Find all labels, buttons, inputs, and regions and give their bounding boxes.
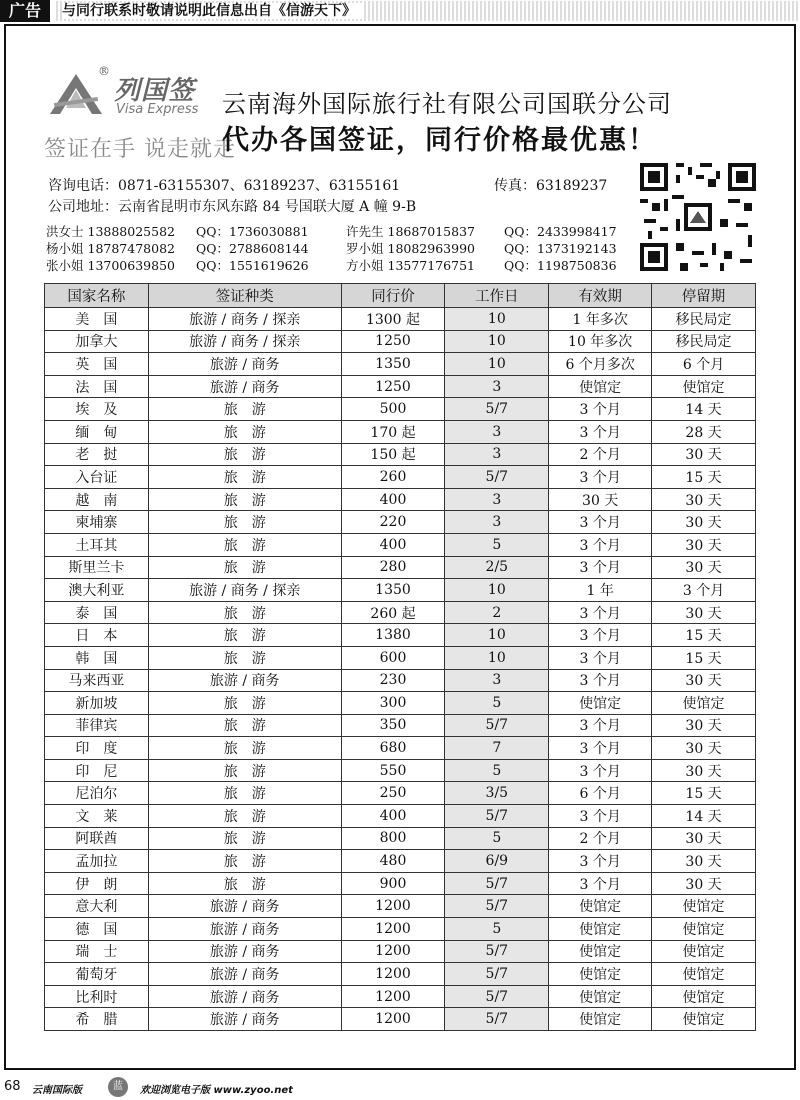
edition-badge: 蓝 <box>108 1077 128 1097</box>
country-cell: 孟加拉 <box>45 850 149 873</box>
country-cell: 意大利 <box>45 895 149 918</box>
country-cell: 瑞 士 <box>45 940 149 963</box>
price-cell: 170 起 <box>341 420 445 443</box>
price-cell: 1200 <box>341 985 445 1008</box>
price-cell: 680 <box>341 737 445 760</box>
col-workdays-header: 工作日 <box>445 284 549 308</box>
country-cell: 比利时 <box>45 985 149 1008</box>
stay-cell: 移民局定 <box>652 308 756 331</box>
visa-type-cell: 旅游 / 商务 / 探亲 <box>148 330 341 353</box>
stay-cell: 30 天 <box>652 511 756 534</box>
visa-type-cell: 旅游 / 商务 <box>148 1008 341 1031</box>
stay-cell: 30 天 <box>652 759 756 782</box>
page-footer <box>0 1076 800 1100</box>
stay-cell: 使馆定 <box>652 1008 756 1031</box>
table-row <box>45 466 756 489</box>
table-row <box>45 443 756 466</box>
country-cell: 希 腊 <box>45 1008 149 1031</box>
country-cell: 泰 国 <box>45 601 149 624</box>
price-cell: 1350 <box>341 353 445 376</box>
table-row <box>45 420 756 443</box>
col-stay-header: 停留期 <box>652 284 756 308</box>
workdays-cell: 5 <box>445 759 549 782</box>
visa-type-cell: 旅游 / 商务 <box>148 963 341 986</box>
brand-slogan: 签证在手 说走就走 <box>44 137 236 162</box>
workdays-cell: 5 <box>445 918 549 941</box>
stay-cell: 30 天 <box>652 601 756 624</box>
table-row <box>45 579 756 602</box>
source-note: 与同行联系时敬请说明此信息出自《信游天下》 <box>56 1 800 21</box>
workdays-cell: 3 <box>445 375 549 398</box>
stay-cell: 14 天 <box>652 805 756 828</box>
table-row <box>45 330 756 353</box>
stay-cell: 使馆定 <box>652 375 756 398</box>
country-cell: 埃 及 <box>45 398 149 421</box>
visa-type-cell: 旅 游 <box>148 737 341 760</box>
visa-type-cell: 旅 游 <box>148 398 341 421</box>
workdays-cell: 5 <box>445 827 549 850</box>
table-row <box>45 963 756 986</box>
country-cell: 尼泊尔 <box>45 782 149 805</box>
price-cell: 1200 <box>341 1008 445 1031</box>
price-cell: 260 起 <box>341 601 445 624</box>
country-cell: 伊 朗 <box>45 872 149 895</box>
table-row <box>45 918 756 941</box>
stay-cell: 15 天 <box>652 466 756 489</box>
validity-cell: 1 年 <box>549 579 652 602</box>
validity-cell: 6 个月 <box>549 782 652 805</box>
workdays-cell: 5/7 <box>445 805 549 828</box>
price-cell: 230 <box>341 669 445 692</box>
validity-cell: 使馆定 <box>549 985 652 1008</box>
table-row <box>45 488 756 511</box>
validity-cell: 使馆定 <box>549 1008 652 1031</box>
price-cell: 280 <box>341 556 445 579</box>
table-row <box>45 398 756 421</box>
validity-cell: 3 个月 <box>549 759 652 782</box>
validity-cell: 使馆定 <box>549 918 652 941</box>
price-cell: 250 <box>341 782 445 805</box>
phone-line <box>48 177 400 195</box>
country-cell: 德 国 <box>45 918 149 941</box>
col-validity-header: 有效期 <box>549 284 652 308</box>
price-cell: 1250 <box>341 375 445 398</box>
validity-cell: 1 年多次 <box>549 308 652 331</box>
table-header-row <box>45 284 756 308</box>
phone-numbers: 0871-63155307、63189237、63155161 <box>118 178 401 194</box>
table-row <box>45 737 756 760</box>
validity-cell: 3 个月 <box>549 737 652 760</box>
visa-type-cell: 旅 游 <box>148 533 341 556</box>
visa-type-cell: 旅 游 <box>148 420 341 443</box>
price-cell: 220 <box>341 511 445 534</box>
address-label: 公司地址： <box>48 199 118 215</box>
stay-cell: 30 天 <box>652 737 756 760</box>
country-cell: 阿联酋 <box>45 827 149 850</box>
fax-line <box>494 177 607 195</box>
table-row <box>45 556 756 579</box>
table-row <box>45 895 756 918</box>
registered-mark: ® <box>98 64 110 78</box>
price-cell: 260 <box>341 466 445 489</box>
workdays-cell: 10 <box>445 624 549 647</box>
table-row <box>45 533 756 556</box>
price-cell: 150 起 <box>341 443 445 466</box>
workdays-cell: 5 <box>445 692 549 715</box>
stay-cell: 使馆定 <box>652 985 756 1008</box>
stay-cell: 移民局定 <box>652 330 756 353</box>
stay-cell: 15 天 <box>652 624 756 647</box>
table-row <box>45 624 756 647</box>
visa-type-cell: 旅 游 <box>148 714 341 737</box>
stay-cell: 15 天 <box>652 646 756 669</box>
price-cell: 480 <box>341 850 445 873</box>
workdays-cell: 5/7 <box>445 895 549 918</box>
validity-cell: 3 个月 <box>549 601 652 624</box>
footer-website: 欢迎浏览电子版 www.zyoo.net <box>140 1085 293 1096</box>
country-cell: 文 莱 <box>45 805 149 828</box>
table-row <box>45 692 756 715</box>
company-name: 云南海外国际旅行社有限公司国联分公司 <box>222 90 672 118</box>
validity-cell: 使馆定 <box>549 692 652 715</box>
workdays-cell: 5/7 <box>445 940 549 963</box>
price-cell: 400 <box>341 533 445 556</box>
price-cell: 1250 <box>341 330 445 353</box>
visa-type-cell: 旅 游 <box>148 827 341 850</box>
country-cell: 入台证 <box>45 466 149 489</box>
brand-name-cn: 列国签 <box>114 76 196 106</box>
price-cell: 800 <box>341 827 445 850</box>
validity-cell: 3 个月 <box>549 420 652 443</box>
table-row <box>45 872 756 895</box>
validity-cell: 30 天 <box>549 488 652 511</box>
visa-type-cell: 旅 游 <box>148 782 341 805</box>
country-cell: 韩 国 <box>45 646 149 669</box>
workdays-cell: 10 <box>445 353 549 376</box>
validity-cell: 3 个月 <box>549 714 652 737</box>
workdays-cell: 10 <box>445 308 549 331</box>
validity-cell: 2 个月 <box>549 443 652 466</box>
stay-cell: 30 天 <box>652 714 756 737</box>
workdays-cell: 3/5 <box>445 782 549 805</box>
staff-row: 洪女士 13888025582 QQ：1736030881 许先生 18687015837 QQ：2433998417 <box>46 224 617 239</box>
validity-cell: 使馆定 <box>549 940 652 963</box>
country-cell: 印 度 <box>45 737 149 760</box>
table-row <box>45 669 756 692</box>
stay-cell: 6 个月 <box>652 353 756 376</box>
visa-type-cell: 旅 游 <box>148 692 341 715</box>
table-row <box>45 850 756 873</box>
country-cell: 菲律宾 <box>45 714 149 737</box>
country-cell: 英 国 <box>45 353 149 376</box>
validity-cell: 3 个月 <box>549 624 652 647</box>
country-cell: 斯里兰卡 <box>45 556 149 579</box>
validity-cell: 3 个月 <box>549 646 652 669</box>
validity-cell: 3 个月 <box>549 669 652 692</box>
fax-label: 传真： <box>494 178 536 194</box>
workdays-cell: 3 <box>445 669 549 692</box>
table-row <box>45 759 756 782</box>
page-number: 68 <box>4 1079 21 1094</box>
qr-code-icon <box>640 163 756 271</box>
country-cell: 缅 甸 <box>45 420 149 443</box>
table-row <box>45 940 756 963</box>
workdays-cell: 2 <box>445 601 549 624</box>
country-cell: 日 本 <box>45 624 149 647</box>
validity-cell: 2 个月 <box>549 827 652 850</box>
visa-type-cell: 旅游 / 商务 <box>148 669 341 692</box>
validity-cell: 3 个月 <box>549 466 652 489</box>
col-country-header: 国家名称 <box>45 284 149 308</box>
edition-label: 云南国际版 <box>32 1085 82 1096</box>
stay-cell: 30 天 <box>652 556 756 579</box>
price-cell: 1300 起 <box>341 308 445 331</box>
visa-type-cell: 旅游 / 商务 / 探亲 <box>148 308 341 331</box>
price-cell: 1380 <box>341 624 445 647</box>
country-cell: 老 挝 <box>45 443 149 466</box>
table-row <box>45 601 756 624</box>
table-row <box>45 805 756 828</box>
stay-cell: 使馆定 <box>652 963 756 986</box>
staff-contacts <box>46 223 636 274</box>
workdays-cell: 2/5 <box>445 556 549 579</box>
stay-cell: 30 天 <box>652 443 756 466</box>
validity-cell: 3 个月 <box>549 556 652 579</box>
country-cell: 澳大利亚 <box>45 579 149 602</box>
stay-cell: 30 天 <box>652 488 756 511</box>
table-row <box>45 827 756 850</box>
workdays-cell: 5/7 <box>445 398 549 421</box>
stay-cell: 30 天 <box>652 669 756 692</box>
table-row <box>45 714 756 737</box>
visa-type-cell: 旅 游 <box>148 872 341 895</box>
table-row <box>45 1008 756 1031</box>
price-cell: 1200 <box>341 963 445 986</box>
visa-type-cell: 旅 游 <box>148 488 341 511</box>
validity-cell: 使馆定 <box>549 895 652 918</box>
workdays-cell: 3 <box>445 488 549 511</box>
staff-row: 杨小姐 18787478082 QQ：2788608144 罗小姐 18082963990 QQ：1373192143 <box>46 241 617 256</box>
visa-type-cell: 旅 游 <box>148 511 341 534</box>
validity-cell: 10 年多次 <box>549 330 652 353</box>
workdays-cell: 5/7 <box>445 872 549 895</box>
price-cell: 1350 <box>341 579 445 602</box>
country-cell: 美 国 <box>45 308 149 331</box>
country-cell: 葡萄牙 <box>45 963 149 986</box>
visa-type-cell: 旅 游 <box>148 850 341 873</box>
visa-type-cell: 旅游 / 商务 <box>148 918 341 941</box>
table-row <box>45 353 756 376</box>
workdays-cell: 5/7 <box>445 985 549 1008</box>
workdays-cell: 5 <box>445 533 549 556</box>
price-cell: 400 <box>341 805 445 828</box>
brand-name-en: Visa Express <box>116 102 199 117</box>
validity-cell: 6 个月多次 <box>549 353 652 376</box>
workdays-cell: 3 <box>445 443 549 466</box>
workdays-cell: 10 <box>445 646 549 669</box>
workdays-cell: 3 <box>445 420 549 443</box>
country-cell: 法 国 <box>45 375 149 398</box>
company-tagline: 代办各国签证，同行价格最优惠！ <box>222 125 657 156</box>
top-banner <box>0 0 800 22</box>
col-price-header: 同行价 <box>341 284 445 308</box>
address-line <box>48 198 416 216</box>
visa-type-cell: 旅游 / 商务 <box>148 985 341 1008</box>
visa-type-cell: 旅 游 <box>148 601 341 624</box>
visa-type-cell: 旅 游 <box>148 646 341 669</box>
mountain-logo-icon <box>46 70 106 120</box>
visa-type-cell: 旅 游 <box>148 759 341 782</box>
price-cell: 550 <box>341 759 445 782</box>
price-cell: 350 <box>341 714 445 737</box>
workdays-cell: 5/7 <box>445 963 549 986</box>
stay-cell: 14 天 <box>652 398 756 421</box>
country-cell: 加拿大 <box>45 330 149 353</box>
visa-type-cell: 旅 游 <box>148 466 341 489</box>
workdays-cell: 6/9 <box>445 850 549 873</box>
stay-cell: 使馆定 <box>652 940 756 963</box>
workdays-cell: 5/7 <box>445 714 549 737</box>
visa-type-cell: 旅游 / 商务 / 探亲 <box>148 579 341 602</box>
price-cell: 300 <box>341 692 445 715</box>
workdays-cell: 5/7 <box>445 1008 549 1031</box>
country-cell: 土耳其 <box>45 533 149 556</box>
price-cell: 1200 <box>341 895 445 918</box>
validity-cell: 3 个月 <box>549 850 652 873</box>
staff-row: 张小姐 13700639850 QQ：1551619626 方小姐 13577176751 QQ：1198750836 <box>46 258 617 273</box>
country-cell: 柬埔寨 <box>45 511 149 534</box>
fax-number: 63189237 <box>536 178 608 194</box>
stay-cell: 28 天 <box>652 420 756 443</box>
workdays-cell: 5/7 <box>445 466 549 489</box>
validity-cell: 3 个月 <box>549 805 652 828</box>
country-cell: 印 尼 <box>45 759 149 782</box>
validity-cell: 3 个月 <box>549 398 652 421</box>
workdays-cell: 10 <box>445 330 549 353</box>
workdays-cell: 10 <box>445 579 549 602</box>
price-cell: 500 <box>341 398 445 421</box>
visa-type-cell: 旅 游 <box>148 624 341 647</box>
table-row <box>45 511 756 534</box>
address-text: 云南省昆明市东风东路 84 号国联大厦 A 幢 9-B <box>118 199 417 215</box>
validity-cell: 3 个月 <box>549 533 652 556</box>
validity-cell: 3 个月 <box>549 511 652 534</box>
country-cell: 越 南 <box>45 488 149 511</box>
visa-type-cell: 旅 游 <box>148 443 341 466</box>
visa-type-cell: 旅 游 <box>148 805 341 828</box>
table-row <box>45 985 756 1008</box>
stay-cell: 30 天 <box>652 827 756 850</box>
phone-label: 咨询电话： <box>48 178 118 194</box>
stay-cell: 使馆定 <box>652 895 756 918</box>
visa-type-cell: 旅 游 <box>148 556 341 579</box>
country-cell: 新加坡 <box>45 692 149 715</box>
visa-type-cell: 旅游 / 商务 <box>148 895 341 918</box>
validity-cell: 使馆定 <box>549 375 652 398</box>
stay-cell: 使馆定 <box>652 692 756 715</box>
price-cell: 400 <box>341 488 445 511</box>
table-row <box>45 308 756 331</box>
stay-cell: 30 天 <box>652 850 756 873</box>
country-cell: 马来西亚 <box>45 669 149 692</box>
col-visa-type-header: 签证种类 <box>148 284 341 308</box>
table-row <box>45 375 756 398</box>
visa-type-cell: 旅游 / 商务 <box>148 940 341 963</box>
stay-cell: 15 天 <box>652 782 756 805</box>
stay-cell: 30 天 <box>652 533 756 556</box>
visa-price-table <box>44 283 756 1031</box>
price-cell: 1200 <box>341 940 445 963</box>
visa-type-cell: 旅游 / 商务 <box>148 353 341 376</box>
table-row <box>45 646 756 669</box>
validity-cell: 3 个月 <box>549 872 652 895</box>
price-cell: 1200 <box>341 918 445 941</box>
stay-cell: 使馆定 <box>652 918 756 941</box>
validity-cell: 使馆定 <box>549 963 652 986</box>
table-row <box>45 782 756 805</box>
visa-type-cell: 旅游 / 商务 <box>148 375 341 398</box>
ad-tag: 广告 <box>0 0 50 22</box>
price-cell: 600 <box>341 646 445 669</box>
workdays-cell: 7 <box>445 737 549 760</box>
workdays-cell: 3 <box>445 511 549 534</box>
stay-cell: 30 天 <box>652 872 756 895</box>
price-cell: 900 <box>341 872 445 895</box>
stay-cell: 3 个月 <box>652 579 756 602</box>
